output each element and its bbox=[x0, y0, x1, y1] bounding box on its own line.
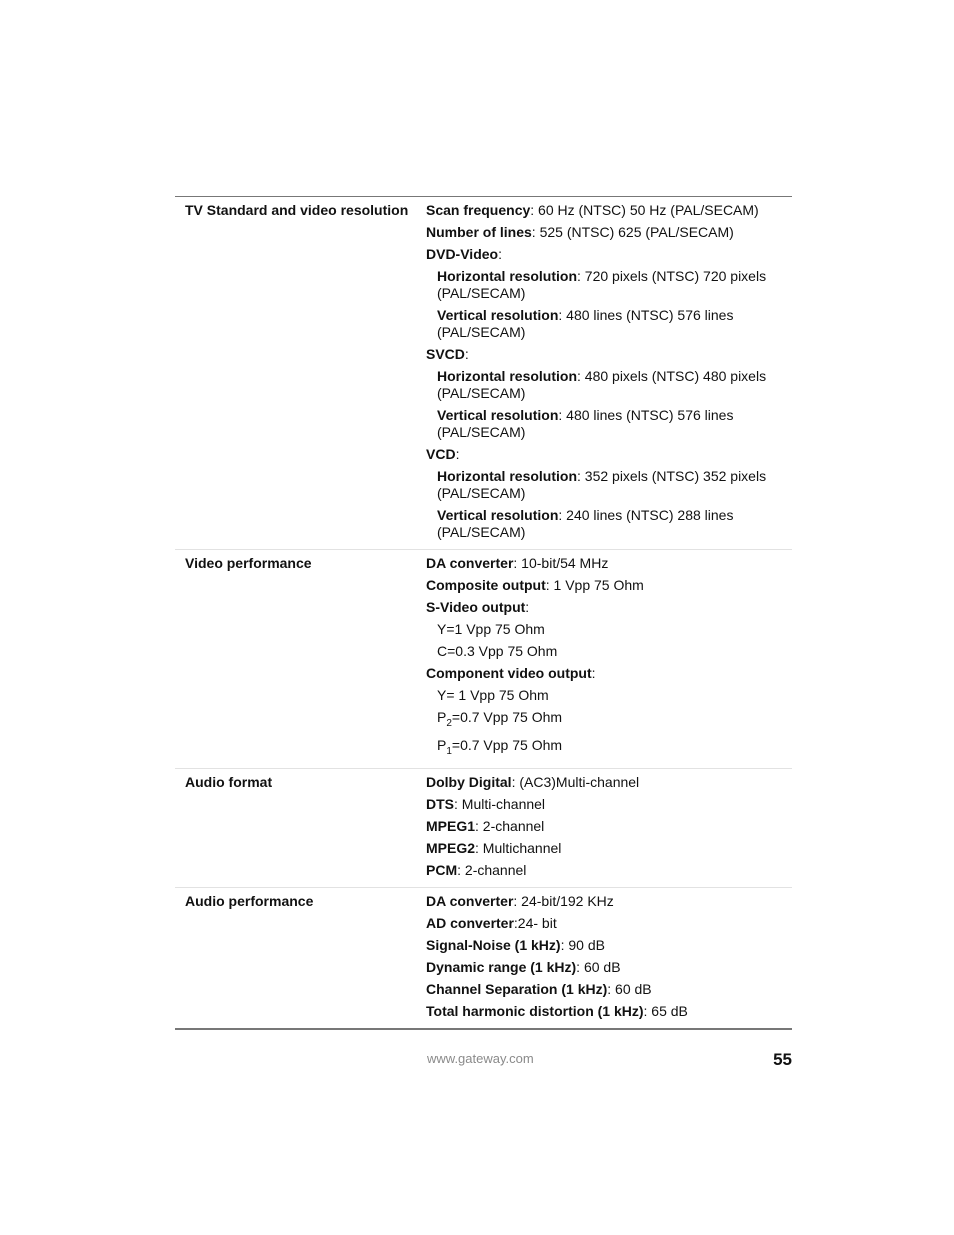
spec-key: Horizontal resolution bbox=[437, 268, 577, 284]
spec-line bbox=[426, 737, 792, 760]
spec-key: Horizontal resolution bbox=[437, 468, 577, 484]
spec-key: Channel Separation (1 kHz) bbox=[426, 980, 608, 997]
spec-value: P bbox=[437, 709, 447, 725]
spec-value: : bbox=[525, 599, 530, 615]
spec-line bbox=[426, 1003, 792, 1020]
spec-line bbox=[426, 796, 792, 813]
spec-value: : Multichannel bbox=[475, 839, 562, 856]
spec-line bbox=[426, 937, 792, 954]
spec-key: Total harmonic distortion (1 kHz) bbox=[426, 1002, 644, 1019]
spec-value: : 480 lines (NTSC) 576 lines (PAL/SECAM) bbox=[437, 307, 734, 340]
spec-line bbox=[426, 224, 792, 241]
page-number: 55 bbox=[773, 1050, 792, 1069]
spec-value: : 60 Hz (NTSC) 50 Hz (PAL/SECAM) bbox=[530, 202, 759, 218]
table-bottom-rule bbox=[175, 1028, 792, 1030]
spec-value: Y= 1 Vpp 75 Ohm bbox=[437, 687, 549, 703]
spec-key: Scan frequency bbox=[426, 202, 531, 218]
row-label: Video performance bbox=[185, 555, 312, 571]
spec-line bbox=[426, 915, 792, 932]
subscript: 2 bbox=[446, 717, 452, 729]
spec-value: : 480 pixels (NTSC) 480 pixels (PAL/SECAM) bbox=[437, 368, 767, 401]
spec-value: : 10-bit/54 MHz bbox=[513, 555, 609, 571]
spec-key: DTS bbox=[426, 795, 454, 812]
spec-key: Component video output bbox=[426, 665, 592, 681]
spec-value: : bbox=[455, 446, 460, 462]
spec-key: VCD bbox=[426, 446, 456, 462]
spec-value: : 60 dB bbox=[576, 958, 621, 975]
subscript: 1 bbox=[446, 745, 452, 757]
spec-line bbox=[426, 468, 792, 502]
spec-line bbox=[426, 959, 792, 976]
spec-value: : 1 Vpp 75 Ohm bbox=[545, 577, 644, 593]
row-details bbox=[426, 202, 792, 546]
spec-line bbox=[426, 555, 792, 572]
spec-line bbox=[426, 862, 792, 879]
spec-key: Dolby Digital bbox=[426, 773, 512, 790]
spec-line bbox=[426, 709, 792, 732]
spec-key: Vertical resolution bbox=[437, 507, 559, 523]
spec-line bbox=[426, 621, 792, 638]
spec-value: : 240 lines (NTSC) 288 lines (PAL/SECAM) bbox=[437, 507, 734, 540]
spec-line bbox=[426, 446, 792, 463]
spec-line bbox=[426, 346, 792, 363]
spec-line bbox=[426, 981, 792, 998]
spec-value: : 2-channel bbox=[457, 861, 527, 878]
spec-line bbox=[426, 307, 792, 341]
spec-key: S-Video output bbox=[426, 599, 526, 615]
spec-value: : bbox=[591, 665, 596, 681]
spec-key: MPEG1 bbox=[426, 817, 476, 834]
spec-value: :24- bit bbox=[513, 914, 557, 931]
spec-value: : (AC3)Multi-channel bbox=[511, 773, 640, 790]
spec-line bbox=[426, 840, 792, 857]
spec-line bbox=[426, 246, 792, 263]
spec-value: : 480 lines (NTSC) 576 lines (PAL/SECAM) bbox=[437, 407, 734, 440]
spec-value: : 60 dB bbox=[607, 980, 652, 997]
footer-url: www.gateway.com bbox=[427, 1051, 534, 1066]
row-details bbox=[426, 774, 792, 884]
spec-value: : 525 (NTSC) 625 (PAL/SECAM) bbox=[531, 224, 734, 240]
row-label: TV Standard and video resolution bbox=[185, 202, 409, 218]
spec-line bbox=[426, 268, 792, 302]
spec-value: : bbox=[464, 346, 469, 362]
spec-key: PCM bbox=[426, 861, 458, 878]
spec-line bbox=[426, 774, 792, 791]
spec-line bbox=[426, 599, 792, 616]
row-label: Audio format bbox=[185, 773, 273, 790]
spec-key: Signal-Noise (1 kHz) bbox=[426, 936, 561, 953]
spec-value-suffix: =0.7 Vpp 75 Ohm bbox=[451, 736, 563, 753]
spec-value: : 90 dB bbox=[560, 936, 605, 953]
spec-key: Dynamic range (1 kHz) bbox=[426, 958, 577, 975]
spec-key: SVCD bbox=[426, 346, 465, 362]
spec-value: P bbox=[437, 736, 447, 753]
spec-value: : 720 pixels (NTSC) 720 pixels (PAL/SECAM) bbox=[437, 268, 767, 301]
spec-line bbox=[426, 202, 792, 219]
spec-line bbox=[426, 643, 792, 660]
table-row bbox=[175, 550, 792, 769]
spec-key: AD converter bbox=[426, 914, 514, 931]
spec-key: Vertical resolution bbox=[437, 307, 559, 323]
table-rows bbox=[175, 197, 792, 1028]
spec-line bbox=[426, 687, 792, 704]
spec-value: : bbox=[498, 246, 502, 262]
spec-key: Composite output bbox=[426, 577, 546, 593]
spec-value: : 352 pixels (NTSC) 352 pixels (PAL/SECAM) bbox=[437, 468, 767, 501]
spec-key: DA converter bbox=[426, 555, 514, 571]
spec-key: Vertical resolution bbox=[437, 407, 559, 423]
table-row bbox=[175, 888, 792, 1028]
spec-line bbox=[426, 407, 792, 441]
spec-value: C=0.3 Vpp 75 Ohm bbox=[437, 643, 558, 659]
spec-value: : Multi-channel bbox=[454, 795, 546, 812]
spec-key: DVD-Video bbox=[426, 246, 499, 262]
spec-line bbox=[426, 818, 792, 835]
spec-key: MPEG2 bbox=[426, 839, 476, 856]
table-row bbox=[175, 197, 792, 550]
spec-value: : 65 dB bbox=[643, 1002, 688, 1019]
spec-key: Horizontal resolution bbox=[437, 368, 577, 384]
row-details bbox=[426, 555, 792, 765]
spec-line bbox=[426, 507, 792, 541]
spec-key: Number of lines bbox=[426, 224, 532, 240]
spec-line bbox=[426, 368, 792, 402]
spec-line bbox=[426, 893, 792, 910]
table-row bbox=[175, 769, 792, 888]
spec-line bbox=[426, 577, 792, 594]
row-label: Audio performance bbox=[185, 892, 314, 909]
spec-value: Y=1 Vpp 75 Ohm bbox=[437, 621, 545, 637]
spec-line bbox=[426, 665, 792, 682]
spec-table bbox=[175, 196, 792, 1030]
spec-value: : 2-channel bbox=[475, 817, 545, 834]
spec-key: DA converter bbox=[426, 892, 514, 909]
spec-value-suffix: =0.7 Vpp 75 Ohm bbox=[451, 709, 563, 725]
spec-value: : 24-bit/192 KHz bbox=[513, 892, 614, 909]
row-details bbox=[426, 893, 792, 1025]
